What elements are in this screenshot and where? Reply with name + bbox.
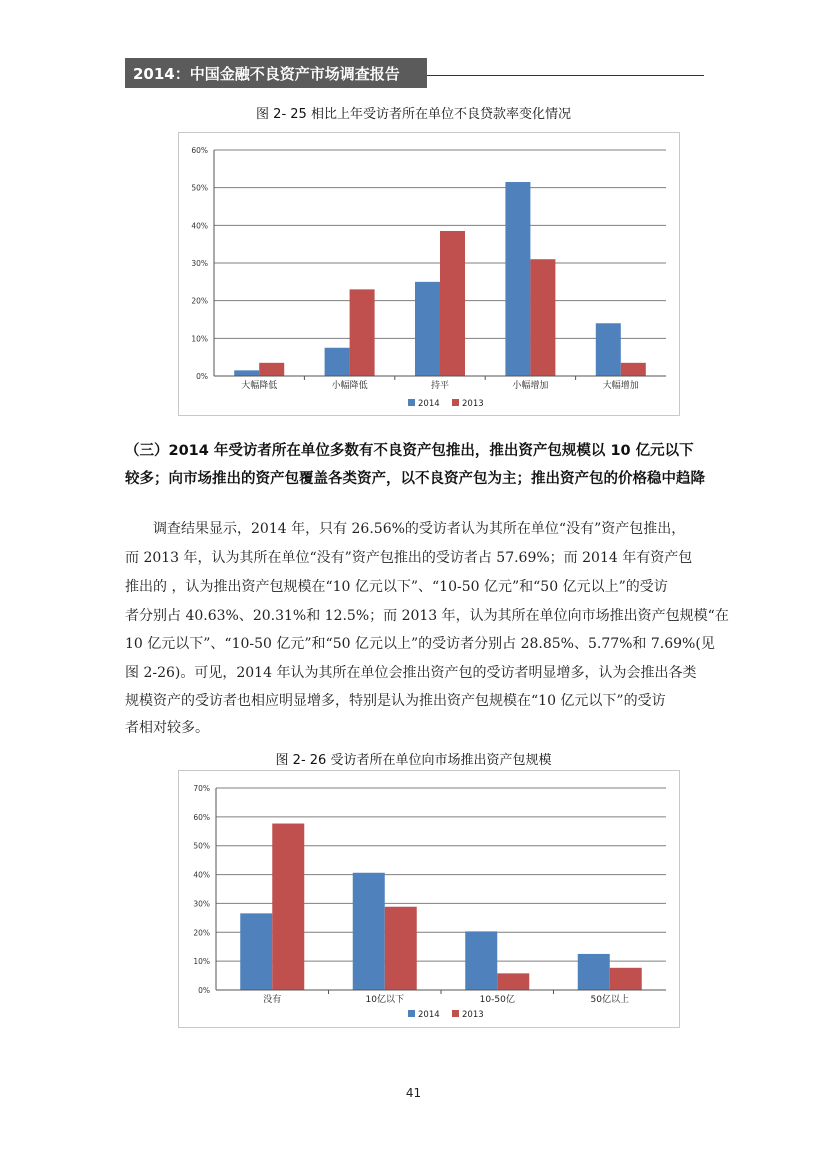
section-heading-line-1: （三）2014 年受访者所在单位多数有不良资产包推出，推出资产包规模以 10 亿元以下 (125, 443, 694, 459)
figure-2-svg (179, 771, 679, 1027)
bar-2013 (440, 231, 465, 376)
figure-2-title: 图 2- 26 受访者所在单位向市场推出资产包规模 (275, 753, 552, 768)
bar-2013 (350, 289, 375, 376)
y-tick-label: 20% (193, 928, 210, 938)
x-category-label: 10亿以下 (365, 995, 404, 1005)
bar-2014 (415, 282, 440, 376)
report-header-title: 2014：中国金融不良资产市场调查报告 (133, 65, 400, 83)
paragraph-line: 图 2-26)。可见，2014 年认为其所在单位会推出资产包的受访者明显增多，认为会推出各类 (125, 665, 697, 681)
figure-2-chart (178, 770, 680, 1028)
paragraph-line: 调查结果显示，2014 年，只有 26.56%的受访者认为其所在单位“没有”资产包推出， (125, 521, 686, 537)
legend-label: 2013 (462, 399, 484, 409)
paragraph-line: 者相对较多。 (125, 720, 209, 736)
x-category-label: 50亿以上 (590, 995, 629, 1005)
paragraph-line: 推出的 ，认为推出资产包规模在“10 亿元以下”、“10-50 亿元”和“50 亿元以上”的受访 (125, 579, 668, 595)
y-tick-label: 30% (191, 259, 208, 268)
x-category-label: 没有 (263, 995, 282, 1005)
bar-2014 (325, 348, 350, 376)
paragraph-line: 10 亿元以下”、“10-50 亿元”和“50 亿元以上”的受访者分别占 28.85%、5.77%和 7.69%(见 (125, 636, 715, 652)
y-tick-label: 10% (191, 334, 208, 344)
legend-swatch-2014 (408, 1010, 415, 1017)
bar-2013 (272, 824, 304, 990)
bar-2014 (596, 323, 621, 376)
y-tick-label: 30% (193, 899, 210, 909)
bar-2013 (259, 363, 284, 376)
y-tick-label: 40% (191, 221, 208, 231)
figure-1-chart (178, 132, 680, 416)
y-tick-label: 40% (193, 870, 210, 880)
legend-label: 2013 (462, 1010, 484, 1020)
legend-swatch-2013 (452, 1010, 459, 1017)
page-number: 41 (405, 1086, 422, 1100)
x-category-label: 持平 (430, 381, 450, 391)
bar-2013 (497, 973, 529, 990)
bar-2013 (530, 259, 555, 376)
bar-2014 (240, 913, 272, 990)
bar-2014 (465, 931, 497, 990)
bar-2013 (610, 968, 642, 990)
y-tick-label: 60% (193, 812, 210, 822)
y-tick-label: 0% (198, 986, 210, 995)
header-rule (427, 75, 704, 76)
legend-swatch-2013 (452, 399, 459, 406)
bar-2013 (385, 907, 417, 990)
y-tick-label: 50% (193, 841, 210, 851)
x-category-label: 小幅降低 (331, 381, 368, 391)
bar-2014 (234, 370, 259, 376)
y-tick-label: 60% (191, 146, 208, 155)
paragraph-line: 者分别占 40.63%、20.31%和 12.5%；而 2013 年，认为其所在单位向市场推出资产包规模“在 (125, 608, 729, 624)
x-category-label: 小幅增加 (512, 381, 549, 391)
x-category-label: 10-50亿 (479, 995, 515, 1005)
bar-2014 (578, 954, 610, 990)
legend-swatch-2014 (408, 399, 415, 406)
figure-1-svg (179, 133, 679, 415)
paragraph-line: 规模资产的受访者也相应明显增多，特别是认为推出资产包规模在“10 亿元以下”的受访 (125, 693, 666, 709)
bar-2013 (621, 363, 646, 376)
legend-label: 2014 (418, 1010, 440, 1020)
y-tick-label: 10% (193, 957, 210, 967)
legend-label: 2014 (418, 399, 440, 409)
x-category-label: 大幅降低 (241, 381, 278, 391)
bar-2014 (505, 182, 530, 376)
y-tick-label: 50% (191, 183, 208, 193)
bar-2014 (353, 873, 385, 990)
section-heading-line-2: 较多；向市场推出的资产包覆盖各类资产，以不良资产包为主；推出资产包的价格稳中趋降 (125, 471, 705, 487)
y-tick-label: 0% (196, 372, 208, 381)
x-category-label: 大幅增加 (602, 381, 639, 391)
figure-1-title: 图 2- 25 相比上年受访者所在单位不良贷款率变化情况 (256, 107, 571, 122)
y-tick-label: 70% (193, 784, 210, 793)
paragraph-line: 而 2013 年，认为其所在单位“没有”资产包推出的受访者占 57.69%；而 2014 年有资产包 (125, 550, 693, 566)
y-tick-label: 20% (191, 296, 208, 306)
